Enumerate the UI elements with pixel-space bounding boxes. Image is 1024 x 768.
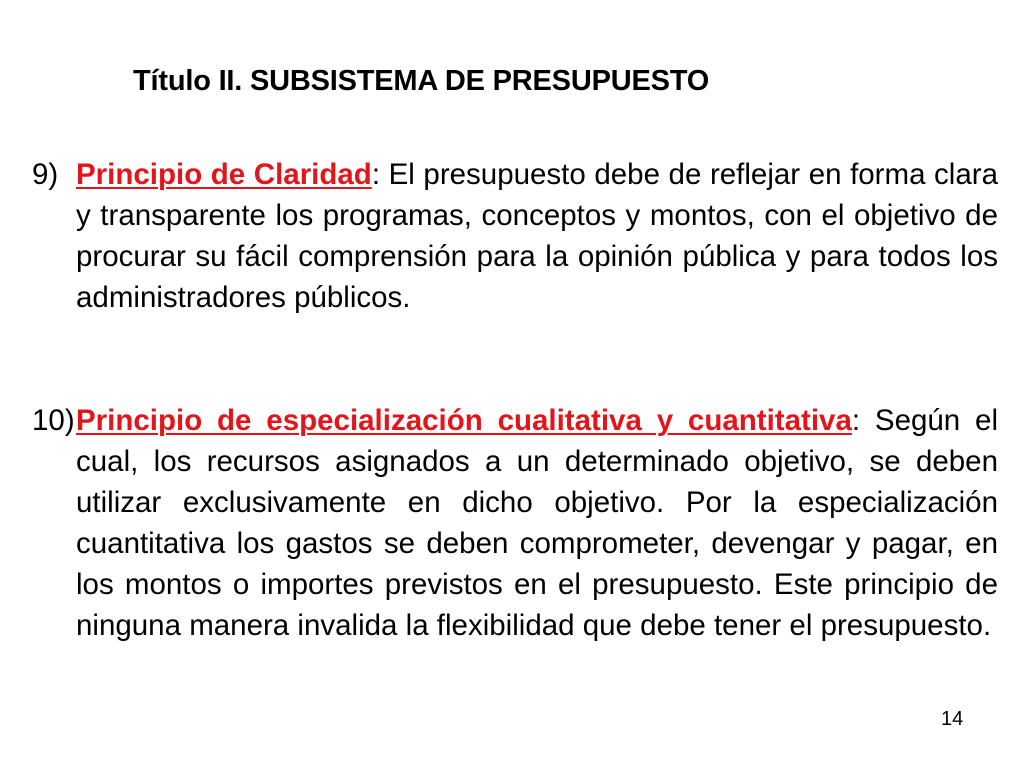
- slide-title: Título II. SUBSISTEMA DE PRESUPUESTO: [133, 65, 710, 97]
- principle-item-9: [32, 154, 998, 318]
- item-number: 9): [32, 158, 59, 191]
- principle-description: El presupuesto debe de reflejar en forma clara y transparente los programas, conceptos y montos, con el objetivo de procurar su fácil comprensión para la opinión pública y para todos los administradores públicos.: [76, 158, 999, 314]
- item-body: [76, 400, 998, 646]
- principle-description: Según el cual, los recursos asignados a un determinado objetivo, se deben utilizar exclusivamente en dicho objetivo. Por la especialización cuantitativa los gastos se deben comprometer, devengar y pagar, en los montos o importes previstos en el presupuesto. Este principio de ninguna manera invalida la flexibilidad que debe tener el presupuesto.: [76, 404, 999, 642]
- principle-item-10: [32, 400, 998, 646]
- principle-heading: Principio de especialización cualitativa y cuantitativa: [76, 404, 852, 437]
- principle-heading: Principio de Claridad: [76, 158, 372, 191]
- heading-separator: :: [851, 404, 861, 437]
- slide-page-number: 14: [941, 708, 964, 730]
- item-body: [76, 154, 998, 318]
- item-number: 10): [32, 404, 75, 437]
- heading-separator: :: [371, 158, 381, 191]
